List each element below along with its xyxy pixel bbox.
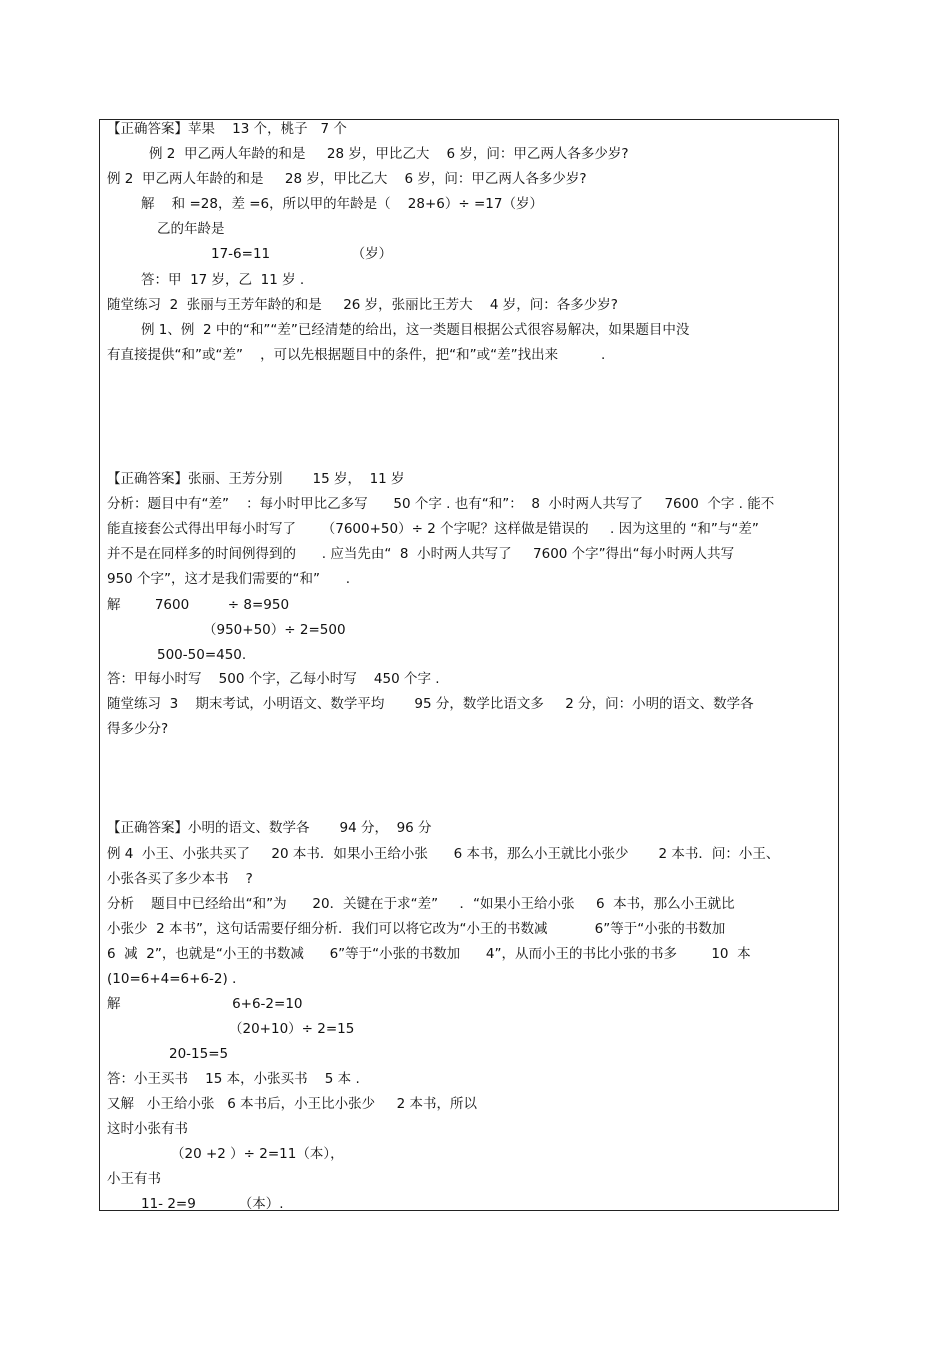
text-line: 答：小王买书 15 本，小张买书 5 本 .	[107, 1071, 360, 1087]
text-line: 500-50=450.	[157, 647, 247, 663]
text-line: 答：甲 17 岁，乙 11 岁 .	[141, 272, 305, 288]
text-line: 能直接套公式得出甲每小时写了 （7600+50）÷ 2 个字呢？这样做是错误的 . 因为这里的 “和”与“差”	[107, 521, 759, 537]
text-line: 小张各买了多少本书 ?	[107, 871, 253, 887]
text-line: 解 和 =28，差 =6，所以甲的年龄是（ 28+6）÷ =17（岁）	[141, 196, 543, 212]
text-line: 答：甲每小时写 500 个字，乙每小时写 450 个字 .	[107, 671, 440, 687]
text-line: 【正确答案】苹果 13 个，桃子 7 个	[107, 121, 347, 137]
text-line: 例 2 甲乙两人年龄的和是 28 岁，甲比乙大 6 岁，问：甲乙两人各多少岁?	[149, 146, 629, 162]
text-line: 小王有书	[107, 1171, 161, 1187]
text-line: 例 1、例 2 中的“和”“差”已经清楚的给出，这一类题目根据公式很容易解决，如果题目中没	[141, 322, 690, 338]
text-line: 得多少分?	[107, 721, 169, 737]
text-line: 分析 题目中已经给出“和”为 20．关键在于求“差” ．“如果小王给小张 6 本书，那么小王就比	[107, 896, 735, 912]
text-line: 17-6=11 （岁）	[211, 246, 393, 262]
text-line: 有直接提供“和”或“差” ，可以先根据题目中的条件，把“和”或“差”找出来 .	[107, 347, 606, 363]
text-line: 又解 小王给小张 6 本书后，小王比小张少 2 本书，所以	[107, 1096, 477, 1112]
text-line: 解 7600 ÷ 8=950	[107, 597, 290, 613]
text-line: 随堂练习 2 张丽与王芳年龄的和是 26 岁，张丽比王芳大 4 岁，问：各多少岁?	[107, 297, 618, 313]
text-line: 并不是在同样多的时间例得到的 . 应当先由“ 8 小时两人共写了 7600 个字”得出“每小时两人共写	[107, 546, 735, 562]
text-line: （950+50）÷ 2=500	[203, 622, 346, 638]
text-line: 随堂练习 3 期末考试，小明语文、数学平均 95 分，数学比语文多 2 分，问：小明的语文、数学各	[107, 696, 754, 712]
text-line: 解 6+6-2=10	[107, 996, 303, 1012]
text-line: 20-15=5	[169, 1046, 229, 1062]
text-line: （20+10）÷ 2=15	[229, 1021, 355, 1037]
text-line: 小张少 2 本书”，这句话需要仔细分析．我们可以将它改为“小王的书数减 6”等于“小张的书数加	[107, 921, 726, 937]
text-line: （20 +2 ）÷ 2=11（本），	[171, 1146, 344, 1162]
text-line: 例 4 小王、小张共买了 20 本书．如果小王给小张 6 本书，那么小王就比小张少 2 本书．问：小王、	[107, 846, 780, 862]
text-line: 分析：题目中有“差” ：每小时甲比乙多写 50 个字 . 也有“和”： 8 小时两人共写了 7600 个字 . 能不	[107, 496, 775, 512]
text-line: 11- 2=9 （本）.	[141, 1196, 284, 1212]
text-line: 【正确答案】小明的语文、数学各 94 分， 96 分	[107, 820, 432, 836]
text-line: 例 2 甲乙两人年龄的和是 28 岁，甲比乙大 6 岁，问：甲乙两人各多少岁?	[107, 171, 587, 187]
text-line: 950 个字”，这才是我们需要的“和” .	[107, 571, 351, 587]
text-line: 【正确答案】张丽、王芳分别 15 岁， 11 岁	[107, 471, 405, 487]
text-line: 这时小张有书	[107, 1121, 188, 1137]
text-line: 6 减 2”，也就是“小王的书数减 6”等于“小张的书数加 4”，从而小王的书比小张的书多 10 本	[107, 946, 751, 962]
text-line: 乙的年龄是	[157, 221, 225, 237]
text-line: (10=6+4=6+6-2) ．	[107, 971, 246, 987]
